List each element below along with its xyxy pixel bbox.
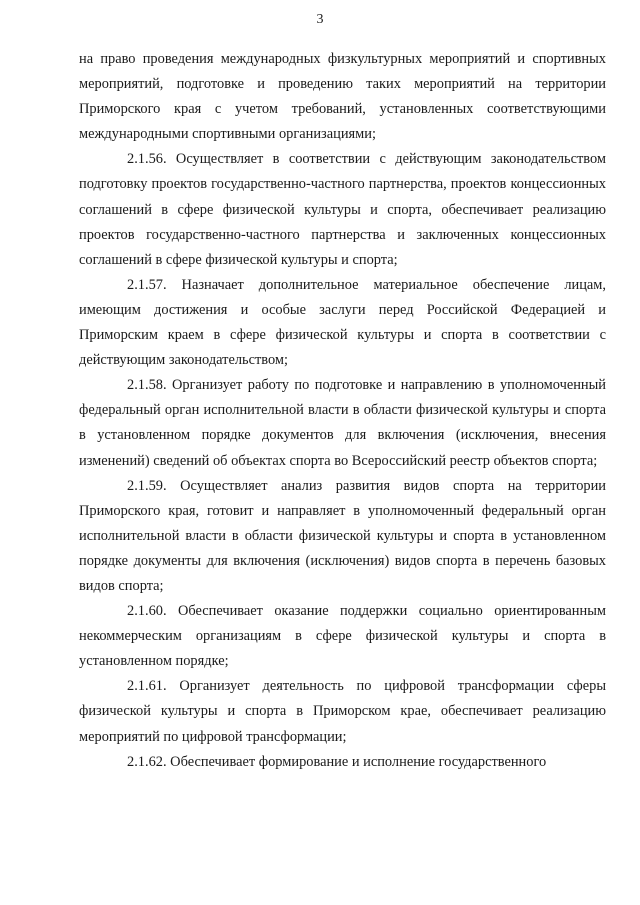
text-line: 2.1.61. Организует деятельность по цифровой трансформации сферы: [127, 678, 606, 695]
text-line: 2.1.57. Назначает дополнительное материальное обеспечение лицам,: [127, 276, 606, 293]
text-line: обеспечивает реализацию проектов государственно-частного партнерства и: [79, 201, 606, 243]
text-line: установленном порядке;: [79, 653, 229, 670]
paragraph-2-1-57: [79, 273, 606, 373]
text-line: спорта;: [352, 251, 398, 268]
text-line: физической культуры и спорта в установленном порядке документов для: [79, 402, 606, 444]
text-line: 2.1.56. Осуществляет в соответствии с действующим законодательством: [127, 151, 606, 168]
text-line: подготовку проектов государственно-частного партнерства, проектов: [79, 176, 507, 193]
text-line: концессионных соглашений в сфере физической культуры и спорта,: [79, 176, 606, 218]
document-body: [79, 47, 606, 775]
paragraph-2-1-58: [79, 373, 606, 473]
paragraph-2-1-59: [79, 474, 606, 599]
text-line: в перечень базовых видов спорта;: [79, 552, 606, 594]
text-line: физической культуры и спорта в Приморском крае, обеспечивает реализацию: [79, 703, 606, 720]
text-line: действующим законодательством;: [79, 352, 288, 369]
paragraph-2-1-60: [79, 599, 606, 674]
text-line: мероприятий по цифровой трансформации;: [79, 728, 347, 745]
text-line: территории Приморского края с учетом требований, установленных: [79, 76, 606, 118]
text-line: 2.1.58. Организует работу по подготовке и направлению в: [127, 377, 495, 394]
text-line: имеющим достижения и особые заслуги перед Российской Федерацией и: [79, 301, 606, 318]
text-line: соответствующими международными спортивными организациями;: [79, 101, 606, 143]
text-line: включения (исключения, внесения изменений) сведений об объектах спорта во: [79, 427, 606, 469]
text-line: 2.1.59. Осуществляет анализ развития видов спорта на территории: [127, 477, 606, 494]
text-line: некоммерческим организациям в сфере физической культуры и спорта в: [79, 628, 606, 645]
paragraph-continuation: [79, 47, 606, 147]
text-line: заключенных концессионных соглашений в сфере физической культуры и: [79, 226, 606, 268]
text-line: 2.1.62. Обеспечивает формирование и исполнение государственного: [127, 753, 547, 770]
paragraph-2-1-62: [79, 750, 606, 775]
text-line: Приморским краем в сфере физической культуры и спорта в соответствии с: [79, 327, 606, 344]
page-number: 3: [316, 12, 324, 27]
text-line: спортивных мероприятий, подготовке и проведению таких мероприятий на: [79, 51, 606, 93]
text-line: на право проведения международных физкультурных мероприятий и: [79, 51, 526, 67]
text-line: установленном порядке документы для включения (исключения) видов спорта: [79, 527, 606, 569]
text-line: Всероссийский реестр объектов спорта;: [351, 452, 598, 469]
paragraph-2-1-61: [79, 674, 606, 749]
text-line: орган исполнительной власти в области физической культуры и спорта в: [79, 502, 606, 544]
text-line: Приморского края, готовит и направляет в уполномоченный федеральный: [79, 502, 564, 519]
paragraph-2-1-56: [79, 147, 606, 272]
text-line: 2.1.60. Обеспечивает оказание поддержки социально ориентированным: [127, 603, 606, 620]
text-line: уполномоченный федеральный орган исполнительной власти в области: [79, 377, 606, 419]
